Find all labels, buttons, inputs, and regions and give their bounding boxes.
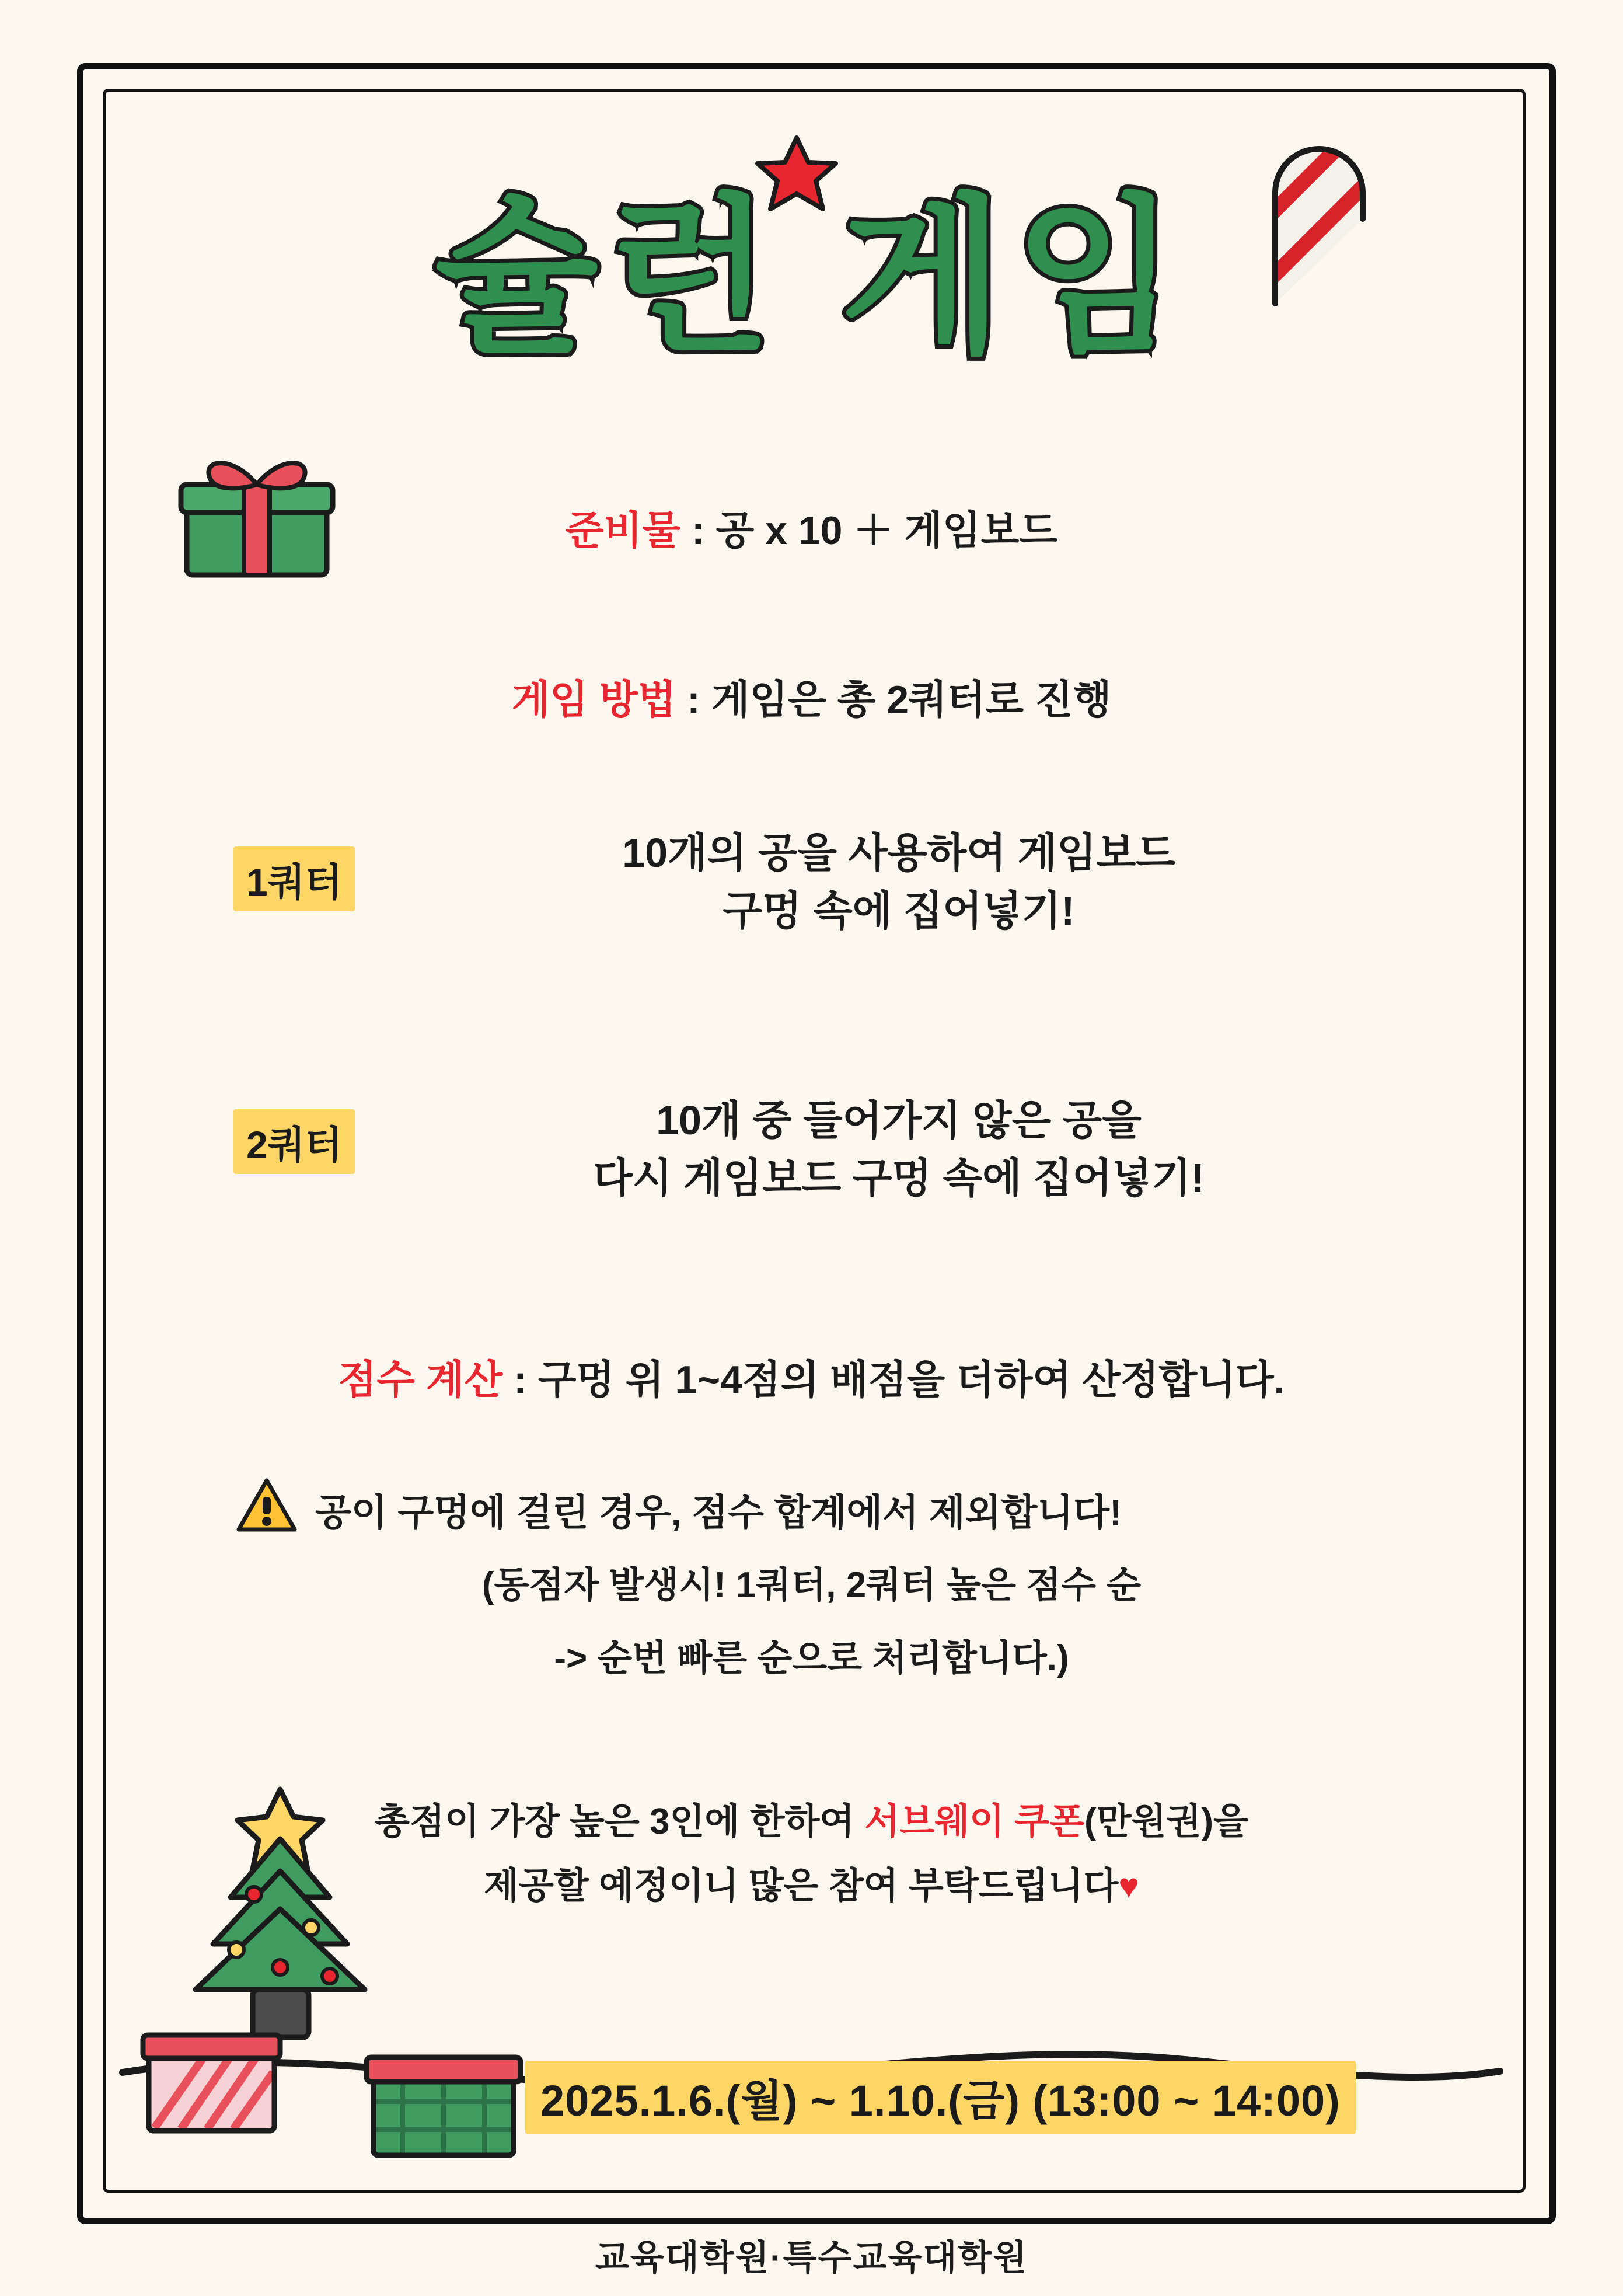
warning-line-2: (동점자 발생시! 1쿼터, 2쿼터 높은 점수 순: [481, 1565, 1142, 1605]
warning-line-1: 공이 구멍에 걸린 경우, 점수 합계에서 제외합니다!: [315, 1492, 1122, 1534]
score-label: 점수 계산: [338, 1358, 503, 1402]
score-separator: :: [502, 1358, 538, 1402]
preparation-line: [0, 499, 1623, 556]
warning-triangle-icon: [236, 1477, 297, 1533]
prize-text-a: 총점이 가장 높은 3인에 한하여: [375, 1802, 865, 1842]
event-date-band: 2025.1.6.(월) ~ 1.10.(금) (13:00 ~ 14:00): [525, 2061, 1356, 2134]
method-separator: :: [676, 678, 711, 722]
page-title: 슐런 게임: [434, 183, 1189, 372]
prize-coupon-name: 서브웨이 쿠폰: [864, 1802, 1085, 1842]
method-line: [0, 668, 1623, 725]
method-value: 게임은 총 2쿼터로 진행: [711, 678, 1112, 722]
heart-icon: ♥: [1118, 1866, 1139, 1905]
preparation-separator: :: [680, 508, 716, 553]
quarter-2-body: [374, 1092, 1424, 1208]
quarter-1-body: [374, 824, 1424, 940]
prize-line-2: [0, 1856, 1623, 1908]
gift-box-green-icon: [356, 2032, 531, 2175]
preparation-value: 공 x 10 ＋ 게임보드: [715, 508, 1057, 553]
preparation-label: 준비물: [566, 508, 681, 553]
footer-organization: 교육대학원·특수교육대학원: [595, 2238, 1028, 2277]
prize-line-1: [0, 1792, 1623, 1844]
quarter-1-badge: 1쿼터: [233, 846, 355, 911]
prize-text-d: 제공할 예정이니 많은 참여 부탁드립니다: [484, 1866, 1119, 1906]
method-label: 게임 방법: [511, 678, 676, 722]
quarter-1-line-2: 구멍 속에 집어넣기!: [723, 888, 1075, 934]
score-line: [0, 1349, 1623, 1405]
score-value: 구멍 위 1~4점의 배점을 더하여 산정합니다.: [537, 1358, 1285, 1402]
warning-line-3: -> 순번 빠른 순으로 처리합니다.): [554, 1638, 1069, 1678]
gift-box-striped-icon: [131, 2008, 295, 2145]
quarter-2-line-1: 10개 중 들어가지 않은 공을: [656, 1098, 1142, 1143]
quarter-2-line-2: 다시 게임보드 구멍 속에 집어넣기!: [593, 1155, 1205, 1201]
quarter-2-badge: 2쿼터: [233, 1109, 355, 1174]
prize-text-c: (만원권)을: [1084, 1802, 1248, 1842]
quarter-1-line-1: 10개의 공을 사용하여 게임보드: [622, 830, 1175, 876]
